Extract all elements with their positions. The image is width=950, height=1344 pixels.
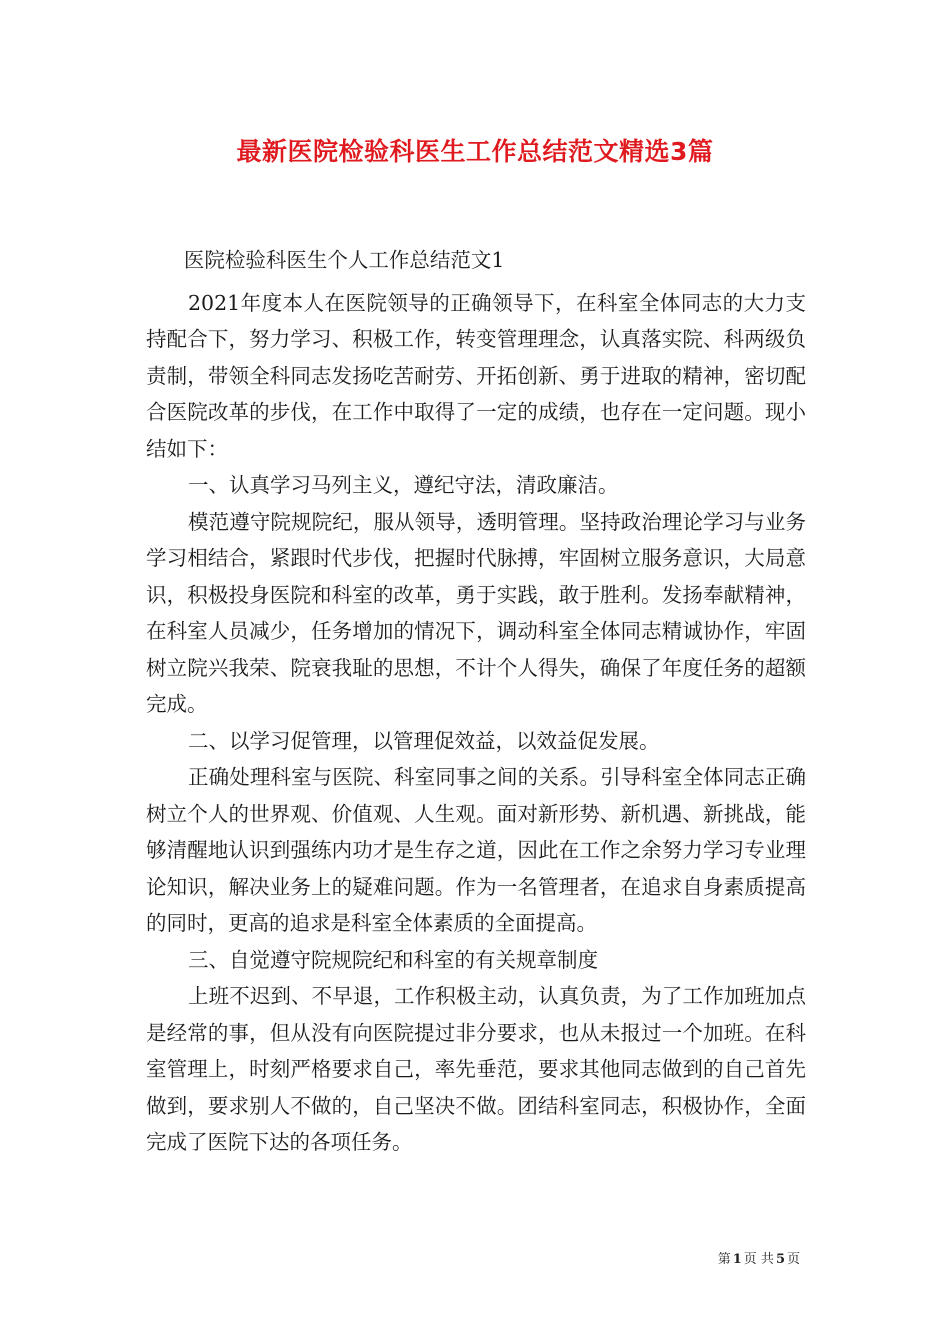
footer-total-pages: 5 [775, 1252, 785, 1267]
footer-prefix: 第 [717, 1252, 731, 1267]
page-footer [718, 1248, 800, 1267]
footer-middle: 页 共 [743, 1252, 774, 1267]
footer-suffix: 页 [786, 1252, 800, 1267]
paragraph-3: 上班不迟到、不早退，工作积极主动，认真负责，为了工作加班加点是经常的事，但从没有向医院提过非分要求，也从未报过一个加班。在科室管理上，时刻严格要求自己，率先垂范，要求其他同志做到的自己首先做到，要求别人不做的，自己坚决不做。团结科室同志，积极协作，全面完成了医院下达的各项任务。 [146, 984, 806, 1154]
section-heading-1: 一、认真学习马列主义，遵纪守法，清政廉洁。 [188, 473, 619, 497]
footer-page-number: 1 [732, 1252, 742, 1267]
section-heading-3: 三、自觉遵守院规院纪和科室的有关规章制度 [188, 947, 599, 972]
document-title: 最新医院检验科医生工作总结范文精选3篇 [236, 137, 714, 166]
intro-paragraph: 2021年度本人在医院领导的正确领导下，在科室全体同志的大力支持配合下，努力学习、积极工作，转变管理理念，认真落实院、科两级负责制，带领全科同志发扬吃苦耐劳、开拓创新、勇于进取的精神，密切配合医院改革的步伐，在工作中取得了一定的成绩，也存在一定问题。现小结如下： [146, 290, 806, 461]
paragraph-2: 正确处理科室与医院、科室同事之间的关系。引导科室全体同志正确树立个人的世界观、价值观、人生观。面对新形势、新机遇、新挑战，能够清醒地认识到强练内功才是生存之道，因此在工作之余努力学习专业理论知识，解决业务上的疑难问题。作为一名管理者，在追求自身素质提高的同时，更高的追求是科室全体素质的全面提高。 [146, 765, 806, 935]
section-subtitle: 医院检验科医生个人工作总结范文1 [183, 248, 505, 272]
paragraph-1: 模范遵守院规院纪，服从领导，透明管理。坚持政治理论学习与业务学习相结合，紧跟时代步伐，把握时代脉搏，牢固树立服务意识，大局意识，积极投身医院和科室的改革，勇于实践，敢于胜利。发扬奉献精神，在科室人员减少，任务增加的情况下，调动科室全体同志精诚协作，牢固树立院兴我荣、院衰我耻的思想，不计个人得失，确保了年度任务的超额完成。 [146, 509, 806, 716]
section-heading-2: 二、以学习促管理，以管理促效益，以效益促发展。 [188, 728, 660, 753]
document-body [146, 242, 806, 1161]
